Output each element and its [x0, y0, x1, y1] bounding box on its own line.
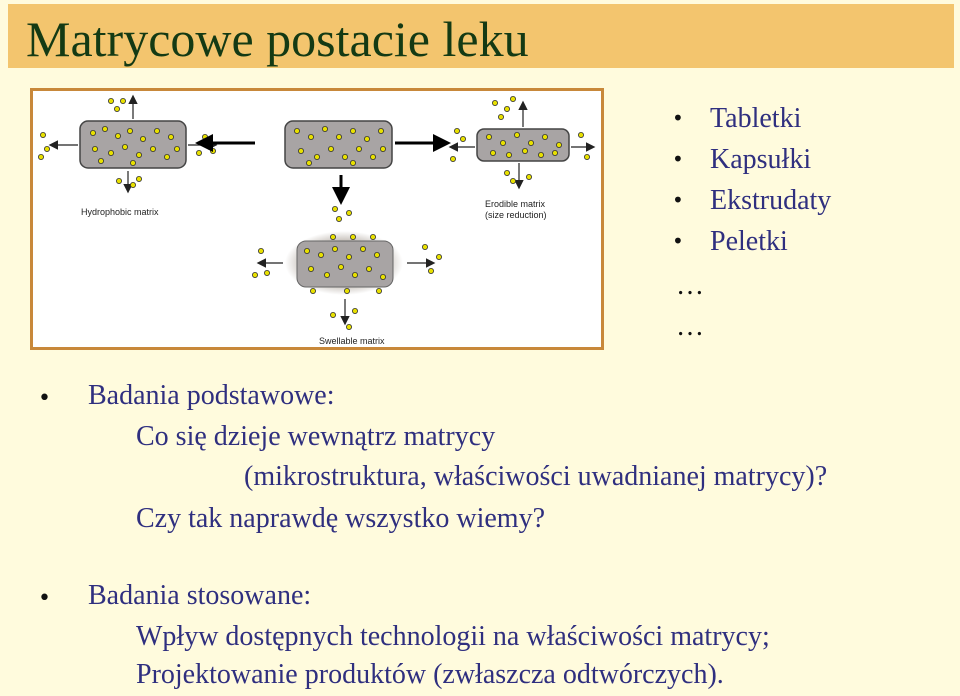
list-item: • Tabletki: [672, 103, 802, 134]
basic-research-bullet: •: [38, 386, 51, 411]
ellipsis-1: …: [676, 270, 704, 301]
slide-title: Matrycowe postacie leku: [26, 11, 529, 67]
basic-research-line3: Czy tak naprawdę wszystko wiemy?: [136, 503, 545, 534]
applied-research-bullet: •: [38, 586, 51, 611]
swellable-matrix: [297, 241, 393, 287]
applied-research-heading: Badania stosowane:: [88, 580, 312, 611]
hydrophobic-label: Hydrophobic matrix: [81, 207, 159, 217]
applied-research-line2: Projektowanie produktów (zwłaszcza odtwórczych).: [136, 659, 724, 690]
list-item: • Peletki: [672, 226, 788, 257]
ellipsis-2: …: [676, 311, 704, 342]
matrix-diagram: [30, 88, 604, 350]
erodible-sublabel: (size reduction): [485, 210, 547, 220]
title-bar: [8, 4, 954, 68]
erodible-label: Erodible matrix: [485, 199, 546, 209]
basic-research-heading: Badania podstawowe:: [88, 380, 335, 411]
dosage-forms-list: [672, 98, 831, 262]
list-item: • Ekstrudaty: [672, 185, 832, 216]
erodible-matrix: [477, 129, 569, 161]
applied-research-line1: Wpływ dostępnych technologii na właściwości matrycy;: [136, 621, 770, 652]
list-item: • Kapsułki: [672, 144, 812, 175]
initial-matrix: [285, 121, 392, 168]
basic-research-line1: Co się dzieje wewnątrz matrycy: [136, 421, 496, 452]
basic-research-line2: (mikrostruktura, właściwości uwadnianej matrycy)?: [244, 461, 828, 492]
swellable-label: Swellable matrix: [319, 336, 385, 346]
